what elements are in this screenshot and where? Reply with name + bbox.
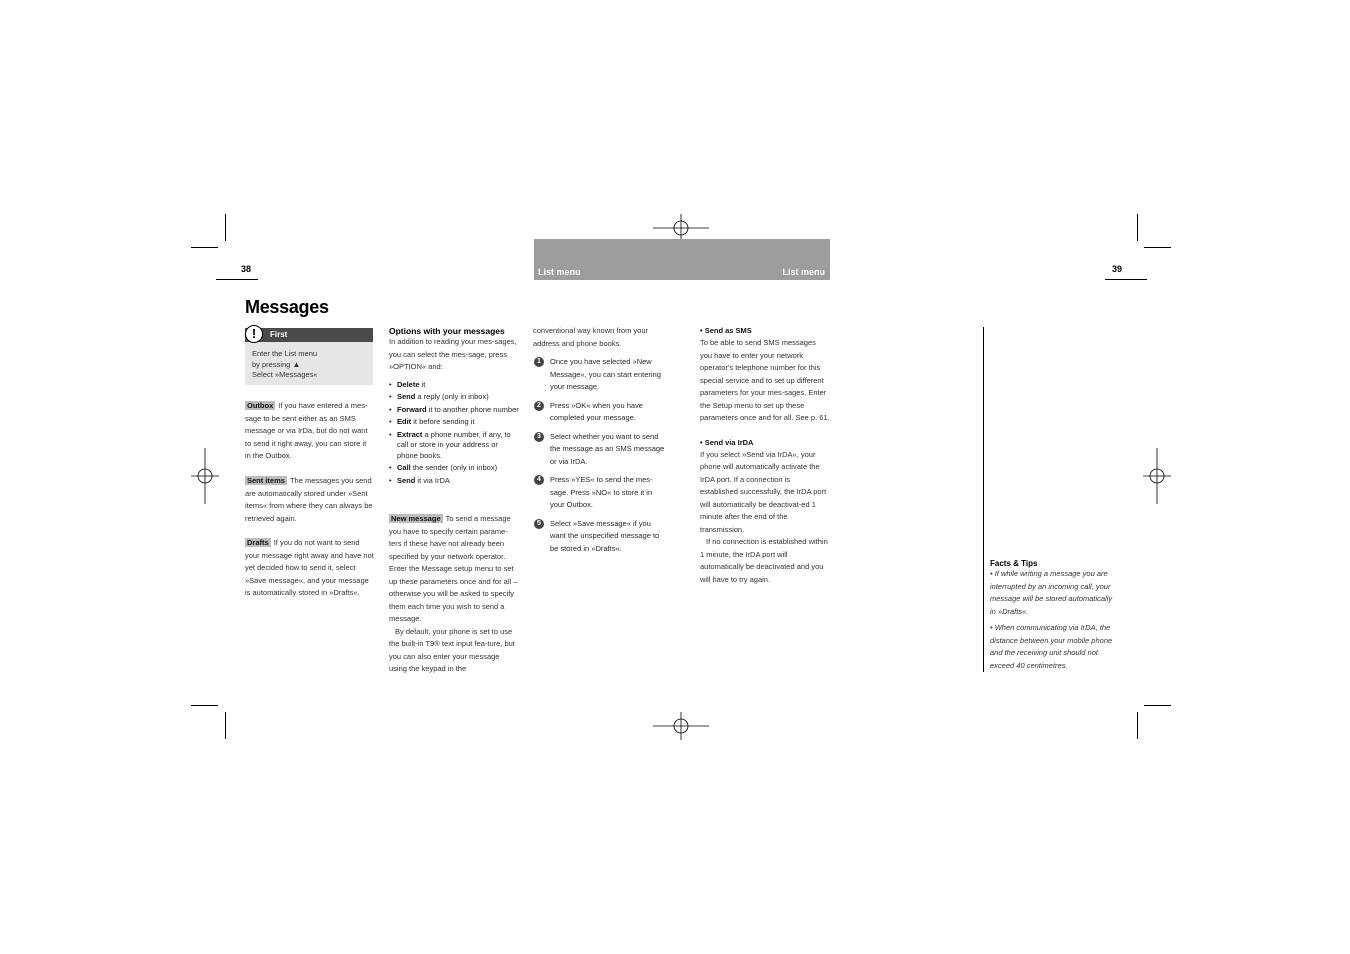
first-line-3: Select »Messages« <box>252 370 318 379</box>
page-number-rule <box>1105 279 1147 280</box>
running-header <box>534 239 830 280</box>
options-list <box>389 380 519 487</box>
list-item: • Send it via IrDA <box>389 476 519 487</box>
sent-items-text: The messages you send are automatically stored under »Sent items« from where they can always be retrieved again. <box>245 476 373 523</box>
new-message-text-2: By default, your phone is set to use the built-in T9® text input fea-ture, but you can also enter your message using the keypad in the <box>389 626 515 673</box>
drafts-text: If you do not want to send your message right away and have not yet decided how to send it, select »Save message«, and your message is automatically stored in »Drafts«. <box>245 538 374 597</box>
new-message-tag: New message <box>391 514 441 523</box>
sent-items-tag: Sent items <box>247 476 285 485</box>
drafts-paragraph <box>245 537 374 600</box>
step-number-icon: 2 <box>534 401 544 411</box>
list-item: • Call the sender (only in inbox) <box>389 463 519 474</box>
exclamation-icon: ! <box>245 325 263 343</box>
facts-title: Facts & Tips <box>990 559 1038 568</box>
step-number-icon: 5 <box>534 519 544 529</box>
outbox-paragraph <box>245 400 374 463</box>
send-irda-text-2: If no connection is established within 1 minute, the IrDA port will automatically be deactivated and you will have to try again. <box>700 537 828 584</box>
step-number-icon: 1 <box>534 357 544 367</box>
page-number-right: 39 <box>1112 264 1123 274</box>
registration-mark <box>1129 448 1185 504</box>
first-box <box>245 328 373 385</box>
step-item: 2 Press »OK« when you have completed your message. <box>533 400 665 425</box>
step-item: 1 Once you have selected »New Message«, you can start entering your message. <box>533 356 665 394</box>
facts-tip-1: • If while writing a message you are interrupted by an incoming call, your message will be stored automatically in »Drafts«. <box>990 569 1113 616</box>
running-header-left: List menu <box>538 267 581 277</box>
sent-items-paragraph <box>245 475 374 525</box>
step-item: 5 Select »Save message« if you want the unspecified message to be stored in »Drafts«. <box>533 518 665 556</box>
running-header-right: List menu <box>782 267 825 277</box>
margin-rule <box>983 327 984 672</box>
step-item: 3 Select whether you want to send the message as an SMS message or via IrDA. <box>533 431 665 469</box>
first-line-2 <box>252 360 317 371</box>
steps-list <box>533 356 665 555</box>
new-message-paragraph <box>389 513 519 676</box>
registration-mark <box>177 448 233 504</box>
first-line-2-text: by pressing <box>252 359 291 369</box>
send-options-column <box>700 325 830 586</box>
list-item: • Send a reply (only in inbox) <box>389 392 519 403</box>
drafts-tag: Drafts <box>247 538 269 547</box>
send-sms-title: • Send as SMS <box>700 326 752 335</box>
list-item: • Edit it before sending it <box>389 417 519 428</box>
list-item: • Extract a phone number, if any, to call or store in your address or phone books. <box>389 430 519 462</box>
new-message-text: To send a message you have to specify certain parame-ters if these have not already been specified by your network operator. Enter the Message setup menu to set up these parameters once and for all – otherwise you will be asked to specify them each time you wish to send a message. <box>389 514 518 623</box>
facts-tips <box>990 559 1118 672</box>
facts-tip-2: • When communicating via IrDA, the distance between your mobile phone and the receiving unit should not exceed 40 centimetres. <box>990 623 1113 670</box>
first-box-text <box>252 349 317 381</box>
options-title: Options with your messages <box>389 326 505 336</box>
steps-column <box>533 325 665 561</box>
outbox-text: If you have entered a mes-sage to be sent either as an SMS message or via IrDa, but do not want to send it right away, you can store it in the Outbox. <box>245 401 368 460</box>
first-box-header <box>245 328 373 342</box>
step-number-icon: 4 <box>534 475 544 485</box>
send-irda-text: If you select »Send via IrDA«, your phone will automatically activate the IrDA port. If a connection is established successfully, the IrDA port will automatically be deactivat-ed 1 minute after the end of the transmission. <box>700 449 827 534</box>
page-number-left: 38 <box>241 264 252 274</box>
step-item: 4 Press »YES« to send the mes-sage. Press »NO« to store it in your Outbox. <box>533 474 665 512</box>
list-item: • Forward it to another phone number <box>389 405 519 416</box>
first-box-label: First <box>270 330 288 339</box>
up-arrow-icon: ▲ <box>292 359 301 369</box>
step-number-icon: 3 <box>534 432 544 442</box>
outbox-tag: Outbox <box>247 401 274 410</box>
page-number-rule <box>216 279 258 280</box>
registration-mark <box>653 698 709 754</box>
options-intro: In addition to reading your mes-sages, you can select the mes-sage, press »OPTION« and: <box>389 337 517 371</box>
steps-intro: conventional way known from your address and phone books. <box>533 326 649 348</box>
list-item: • Delete it <box>389 380 519 391</box>
send-sms-text: To be able to send SMS messages you have to enter your network operator's telephone number for this special service and to set up different parameters for your mes-sages. Enter the Setup menu to set up these parameters once and for all. See p. 61. <box>700 338 830 422</box>
options-section <box>389 326 519 488</box>
send-irda-title: • Send via IrDA <box>700 437 754 447</box>
first-line-1: Enter the List menu <box>252 349 318 358</box>
page-title: Messages <box>245 297 329 317</box>
